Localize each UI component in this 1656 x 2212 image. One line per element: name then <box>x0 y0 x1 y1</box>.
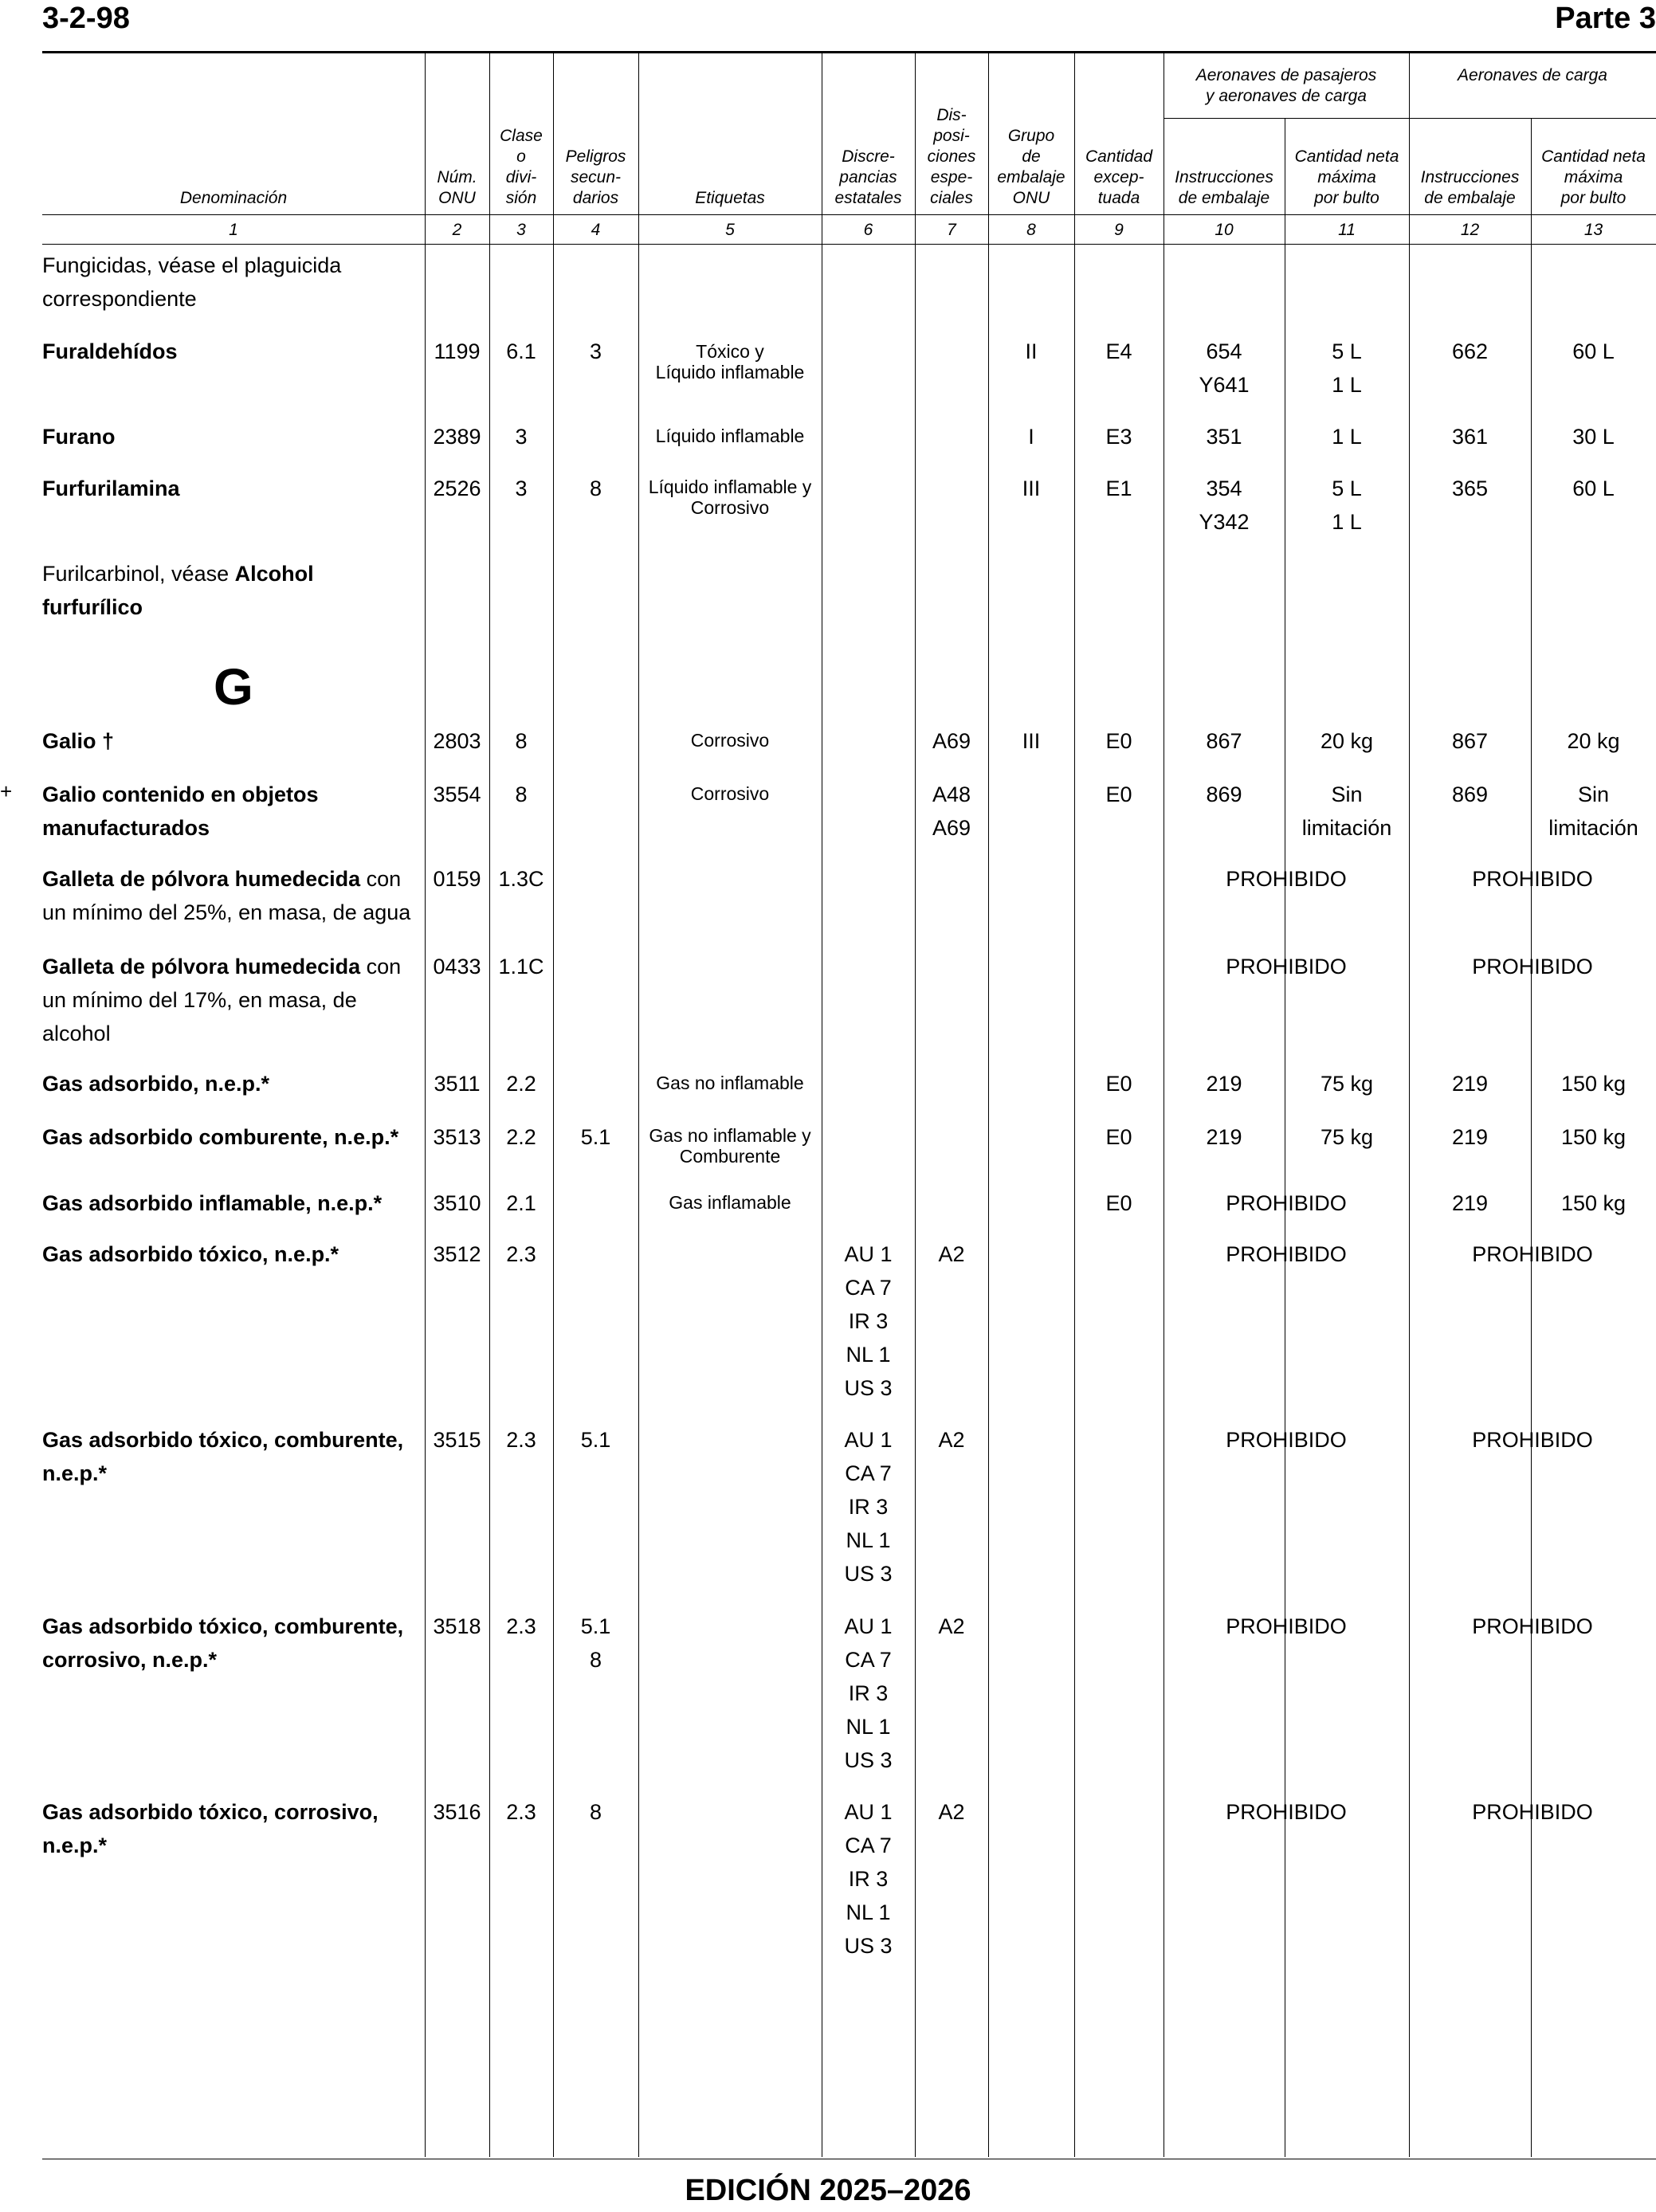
entry-name: Fungicidas, véase el plaguicida correspondiente <box>42 253 342 311</box>
cargo-packing-instruction: 662 <box>1451 339 1489 363</box>
amendment-marker: + <box>0 779 13 803</box>
special-provisions: A2 <box>938 1800 965 1824</box>
cargo-max-quantity: Sin limitación <box>1548 782 1638 840</box>
entry-name-bold: Galleta de pólvora humedecida <box>42 867 361 891</box>
column-number: 9 <box>1114 221 1124 239</box>
cargo-packing-instruction: 219 <box>1451 1072 1489 1096</box>
pax-prohibited: PROHIBIDO <box>1226 1191 1347 1215</box>
header-class: Clase o divi- sión <box>500 127 543 207</box>
col-divider <box>1409 53 1410 2157</box>
excepted-quantity: E1 <box>1105 477 1132 500</box>
cargo-max-quantity: 20 kg <box>1567 729 1620 753</box>
excepted-quantity: E0 <box>1105 1191 1132 1215</box>
col-divider <box>915 53 916 2157</box>
pax-packing-instruction: 219 <box>1206 1072 1242 1096</box>
pax-packing-instruction: 867 <box>1206 729 1242 753</box>
hazard-label: Gas no inflamable <box>656 1073 804 1093</box>
pax-packing-instruction: 351 <box>1206 425 1242 449</box>
entry-name <box>42 557 314 624</box>
entry-name: Gas adsorbido tóxico, comburente, n.e.p.* <box>42 1428 404 1485</box>
edition-footer: EDICIÓN 2025–2026 <box>685 2174 971 2207</box>
cargo-max-quantity: 60 L <box>1572 477 1615 500</box>
packing-group: III <box>1022 729 1041 753</box>
state-variations: AU 1 CA 7 IR 3 NL 1 US 3 <box>844 1242 893 1400</box>
entry-name: Gas adsorbido tóxico, corrosivo, n.e.p.* <box>42 1800 379 1857</box>
col-divider <box>1074 53 1075 2157</box>
entry-name <box>42 862 410 929</box>
column-number: 13 <box>1583 221 1603 239</box>
excepted-quantity: E0 <box>1105 729 1132 753</box>
cargo-prohibited: PROHIBIDO <box>1472 867 1593 891</box>
header-labels: Etiquetas <box>695 189 765 207</box>
cargo-packing-instruction: 365 <box>1451 477 1489 500</box>
column-number: 1 <box>229 221 238 239</box>
subsidiary-hazard: 5.1 <box>580 1428 611 1452</box>
hazard-label: Gas inflamable <box>669 1192 791 1213</box>
entry-name <box>42 950 401 1050</box>
column-number: 4 <box>591 221 601 239</box>
page-number: 3-2-98 <box>42 2 130 35</box>
entry-name: Furano <box>42 425 116 449</box>
subsidiary-hazard: 3 <box>589 339 602 363</box>
hazard-label: Líquido inflamable <box>655 426 805 446</box>
cargo-prohibited: PROHIBIDO <box>1472 1242 1593 1266</box>
excepted-quantity: E0 <box>1105 782 1132 806</box>
header-denominacion: Denominación <box>179 189 288 207</box>
un-number: 2389 <box>433 425 481 449</box>
cargo-max-quantity: 150 kg <box>1560 1125 1627 1149</box>
excepted-quantity: E4 <box>1105 339 1132 363</box>
column-number: 7 <box>947 221 956 239</box>
header-cargo-packing: Instrucciones de embalaje <box>1420 168 1520 207</box>
special-provisions: A69 <box>932 729 971 753</box>
header-un-number: Núm. ONU <box>437 168 477 207</box>
packing-group: II <box>1025 339 1038 363</box>
column-number: 2 <box>452 221 462 239</box>
hazard-label: Corrosivo <box>690 730 770 751</box>
un-number: 0159 <box>433 867 481 891</box>
pax-max-quantity: 75 kg <box>1320 1072 1374 1096</box>
entry-name: Gas adsorbido, n.e.p.* <box>42 1072 270 1096</box>
state-variations: AU 1 CA 7 IR 3 NL 1 US 3 <box>844 1614 893 1772</box>
special-provisions: A2 <box>938 1242 965 1266</box>
cargo-max-quantity: 30 L <box>1572 425 1615 449</box>
header-cargo-max-qty: Cantidad neta máxima por bulto <box>1541 147 1646 207</box>
cargo-prohibited: PROHIBIDO <box>1472 1428 1593 1452</box>
un-number: 3518 <box>433 1614 481 1638</box>
class-division: 8 <box>515 782 528 806</box>
entry-name: Furfurilamina <box>42 477 180 500</box>
header-pax-packing: Instrucciones de embalaje <box>1175 168 1273 207</box>
subsidiary-hazard: 5.1 8 <box>580 1614 611 1672</box>
un-number: 0433 <box>433 955 481 979</box>
state-variations: AU 1 CA 7 IR 3 NL 1 US 3 <box>844 1800 893 1958</box>
cross-reference-target: Alcohol furfurílico <box>42 562 314 619</box>
packing-group: III <box>1022 477 1041 500</box>
un-number: 2803 <box>433 729 481 753</box>
subsidiary-hazard: 8 <box>589 1800 602 1824</box>
pax-prohibited: PROHIBIDO <box>1226 1614 1347 1638</box>
col-divider <box>425 53 426 2157</box>
hazard-label: Gas no inflamable y Comburente <box>649 1125 811 1167</box>
header-state-variations: Discre- pancias estatales <box>834 147 902 207</box>
entry-name: Gas adsorbido comburente, n.e.p.* <box>42 1125 399 1149</box>
class-division: 2.2 <box>506 1125 536 1149</box>
special-provisions: A2 <box>938 1614 965 1638</box>
un-number: 3554 <box>433 782 481 806</box>
excepted-quantity: E3 <box>1105 425 1132 449</box>
entry-name: Galio contenido en objetos manufacturados <box>42 782 319 840</box>
cargo-max-quantity: 150 kg <box>1560 1072 1627 1096</box>
column-number: 10 <box>1215 221 1234 239</box>
entry-name: Galio † <box>42 729 115 753</box>
column-number: 11 <box>1338 221 1356 239</box>
special-provisions: A48 A69 <box>932 782 971 840</box>
entry-name: Furaldehídos <box>42 339 178 363</box>
pax-packing-instruction: 354 Y342 <box>1199 477 1250 534</box>
pax-packing-instruction: 654 Y641 <box>1199 339 1250 397</box>
header-excepted-qty: Cantidad excep- tuada <box>1085 147 1153 207</box>
pax-prohibited: PROHIBIDO <box>1226 1242 1347 1266</box>
pax-packing-instruction: 869 <box>1206 782 1242 806</box>
pax-packing-instruction: 219 <box>1206 1125 1242 1149</box>
column-number: 3 <box>516 221 526 239</box>
cargo-packing-instruction: 219 <box>1451 1191 1489 1215</box>
header-subsidiary: Peligros secun- darios <box>565 147 626 207</box>
un-number: 3511 <box>434 1072 481 1096</box>
hazard-label: Corrosivo <box>690 783 770 804</box>
excepted-quantity: E0 <box>1105 1125 1132 1149</box>
special-provisions: A2 <box>938 1428 965 1452</box>
cargo-packing-instruction: 867 <box>1451 729 1489 753</box>
class-division: 3 <box>515 477 528 500</box>
class-division: 2.3 <box>506 1242 536 1266</box>
class-division: 1.3C <box>498 867 544 891</box>
entry-name: Gas adsorbido tóxico, comburente, corrosivo, n.e.p.* <box>42 1614 404 1672</box>
cross-reference-text: Furilcarbinol, véase <box>42 562 235 586</box>
un-number: 2526 <box>433 477 481 500</box>
pax-max-quantity: 20 kg <box>1320 729 1374 753</box>
entry-name-bold: Galleta de pólvora humedecida <box>42 955 361 979</box>
un-number: 3510 <box>433 1191 481 1215</box>
col-divider <box>489 53 490 2157</box>
header-rule <box>42 214 1656 215</box>
col-divider <box>988 53 989 2157</box>
un-number: 3512 <box>433 1242 481 1266</box>
pax-max-quantity: Sin limitación <box>1301 782 1392 840</box>
section-letter: G <box>214 658 253 716</box>
entry-name: Gas adsorbido tóxico, n.e.p.* <box>42 1242 339 1266</box>
pax-prohibited: PROHIBIDO <box>1226 1428 1347 1452</box>
cargo-max-quantity: 60 L <box>1572 339 1615 363</box>
un-number: 1199 <box>434 339 481 363</box>
pax-max-quantity: 5 L 1 L <box>1332 339 1362 397</box>
group-divider <box>1164 118 1656 119</box>
class-division: 6.1 <box>506 339 536 363</box>
class-division: 3 <box>515 425 528 449</box>
column-number-rule <box>42 244 1656 245</box>
cargo-packing-instruction: 869 <box>1451 782 1489 806</box>
hazard-label: Líquido inflamable y Corrosivo <box>648 477 812 518</box>
header-special-provisions: Dis- posi- ciones espe- ciales <box>927 106 976 207</box>
cargo-max-quantity: 150 kg <box>1560 1191 1627 1215</box>
pax-prohibited: PROHIBIDO <box>1226 867 1347 891</box>
entry-name: Gas adsorbido inflamable, n.e.p.* <box>42 1191 383 1215</box>
column-number: 12 <box>1460 221 1480 239</box>
subsidiary-hazard: 5.1 <box>580 1125 611 1149</box>
cargo-packing-instruction: 361 <box>1451 425 1489 449</box>
header-group-passenger: Aeronaves de pasajeros y aeronaves de carga <box>1195 66 1377 105</box>
state-variations: AU 1 CA 7 IR 3 NL 1 US 3 <box>844 1428 893 1586</box>
part-label: Parte 3 <box>1555 2 1656 35</box>
class-division: 2.3 <box>506 1614 536 1638</box>
cargo-prohibited: PROHIBIDO <box>1472 1614 1593 1638</box>
cargo-packing-instruction: 219 <box>1451 1125 1489 1149</box>
excepted-quantity: E0 <box>1105 1072 1132 1096</box>
class-division: 1.1C <box>498 955 544 979</box>
header-pax-max-qty: Cantidad neta máxima por bulto <box>1294 147 1399 207</box>
pax-max-quantity: 75 kg <box>1320 1125 1374 1149</box>
cargo-prohibited: PROHIBIDO <box>1472 955 1593 979</box>
header-packing-group: Grupo de embalaje ONU <box>997 127 1065 207</box>
column-number: 8 <box>1026 221 1036 239</box>
class-division: 8 <box>515 729 528 753</box>
class-division: 2.1 <box>506 1191 536 1215</box>
un-number: 3513 <box>433 1125 481 1149</box>
column-number: 5 <box>725 221 735 239</box>
entry-name-qualifier: con un mínimo del 17%, en masa, de alcohol <box>42 955 402 1045</box>
column-number: 6 <box>863 221 873 239</box>
pax-prohibited: PROHIBIDO <box>1226 955 1347 979</box>
subsidiary-hazard: 8 <box>589 477 602 500</box>
packing-group: I <box>1028 425 1034 449</box>
un-number: 3515 <box>433 1428 481 1452</box>
pax-max-quantity: 1 L <box>1332 425 1362 449</box>
class-division: 2.2 <box>506 1072 536 1096</box>
class-division: 2.3 <box>506 1428 536 1452</box>
hazard-label: Tóxico y Líquido inflamable <box>655 341 805 382</box>
top-rule <box>42 51 1656 53</box>
col-divider <box>553 53 554 2157</box>
pax-max-quantity: 5 L 1 L <box>1332 477 1362 534</box>
header-group-cargo: Aeronaves de carga <box>1458 66 1607 84</box>
pax-prohibited: PROHIBIDO <box>1226 1800 1347 1824</box>
entry-name-qualifier: con un mínimo del 25%, en masa, de agua <box>42 867 411 924</box>
un-number: 3516 <box>433 1800 481 1824</box>
cargo-prohibited: PROHIBIDO <box>1472 1800 1593 1824</box>
class-division: 2.3 <box>506 1800 536 1824</box>
